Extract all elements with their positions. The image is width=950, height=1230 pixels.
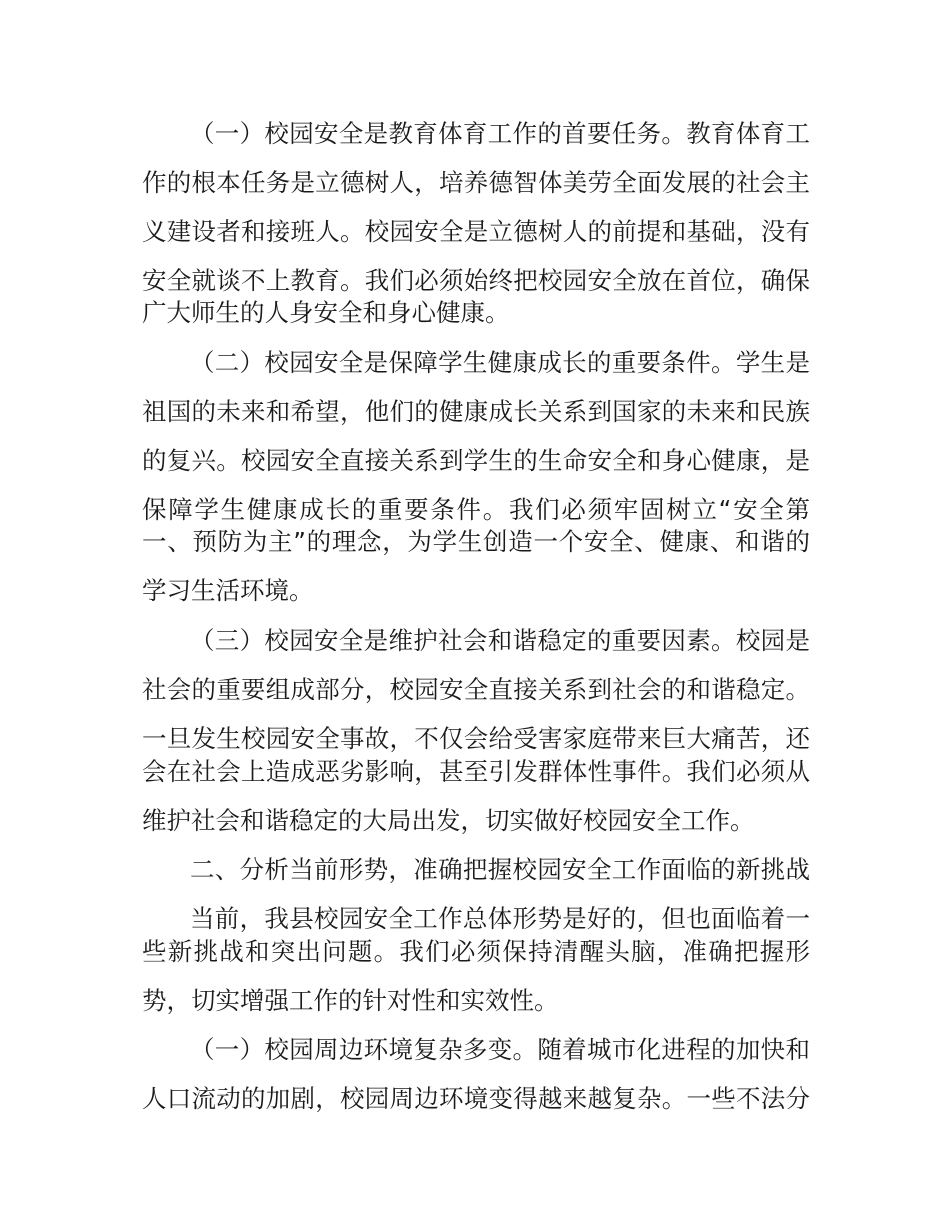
paragraph-4-line-1: 当前，我县校园安全工作总体形势是好的，但也面临着一 bbox=[190, 904, 810, 933]
paragraph-2-line-6: 学习生活环境。 bbox=[142, 576, 314, 605]
paragraph-3-line-2: 社会的重要组成部分，校园安全直接关系到社会的和谐稳定。 bbox=[142, 675, 810, 704]
paragraph-1-line-3: 义建设者和接班人。校园安全是立德树人的前提和基础，没有 bbox=[142, 217, 810, 246]
paragraph-3-line-1: （三）校园安全是维护社会和谐稳定的重要因素。校园是 bbox=[190, 626, 810, 655]
paragraph-5-line-1: （一）校园周边环境复杂多变。随着城市化进程的加快和 bbox=[190, 1035, 810, 1064]
paragraph-2-line-3: 的复兴。校园安全直接关系到学生的生命安全和身心健康，是 bbox=[142, 446, 810, 475]
paragraph-3-line-3: 一旦发生校园安全事故，不仅会给受害家庭带来巨大痛苦，还 bbox=[142, 724, 810, 753]
paragraph-2-line-4: 保障学生健康成长的重要条件。我们必须牢固树立“安全第 bbox=[142, 495, 810, 524]
paragraph-3-line-4: 会在社会上造成恶劣影响，甚至引发群体性事件。我们必须从 bbox=[142, 757, 810, 786]
paragraph-2-line-5: 一、预防为主”的理念，为学生创造一个安全、健康、和谐的 bbox=[142, 527, 810, 556]
paragraph-1-line-4: 安全就谈不上教育。我们必须始终把校园安全放在首位，确保 bbox=[142, 266, 810, 295]
paragraph-1-line-1: （一）校园安全是教育体育工作的首要任务。教育体育工 bbox=[190, 119, 810, 148]
section-heading: 二、分析当前形势，准确把握校园安全工作面临的新挑战 bbox=[190, 855, 810, 884]
paragraph-1-line-5: 广大师生的人身安全和身心健康。 bbox=[142, 298, 510, 327]
paragraph-4-line-2: 些新挑战和突出问题。我们必须保持清醒头脑，准确把握形 bbox=[142, 937, 810, 966]
paragraph-1-line-2: 作的根本任务是立德树人，培养德智体美劳全面发展的社会主 bbox=[142, 168, 810, 197]
paragraph-2-line-2: 祖国的未来和希望，他们的健康成长关系到国家的未来和民族 bbox=[142, 397, 810, 426]
paragraph-5-line-2: 人口流动的加剧，校园周边环境变得越来越复杂。一些不法分 bbox=[142, 1084, 810, 1113]
paragraph-2-line-1: （二）校园安全是保障学生健康成长的重要条件。学生是 bbox=[190, 348, 810, 377]
paragraph-3-line-5: 维护社会和谐稳定的大局出发，切实做好校园安全工作。 bbox=[142, 806, 755, 835]
paragraph-4-line-3: 势，切实增强工作的针对性和实效性。 bbox=[142, 986, 559, 1015]
